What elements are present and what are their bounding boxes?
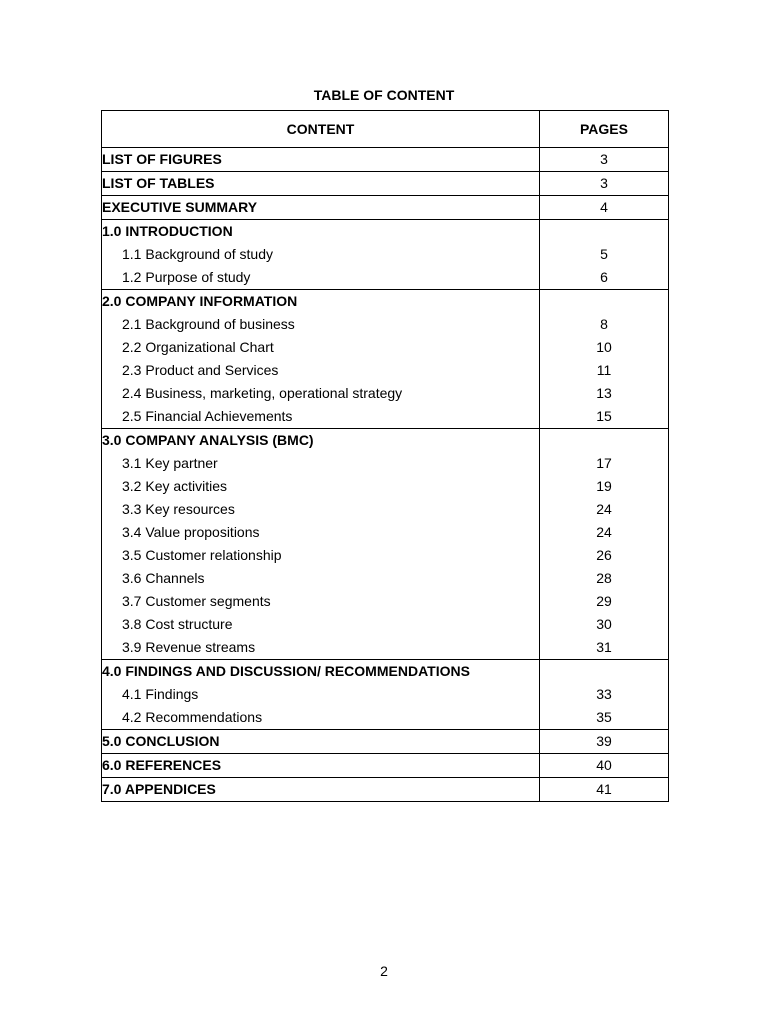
toc-subsection-label: 2.1 Background of business <box>122 316 295 332</box>
toc-section-title: EXECUTIVE SUMMARY <box>102 199 258 215</box>
toc-row <box>102 220 669 290</box>
toc-section-page <box>540 290 668 313</box>
toc-section-page <box>540 660 668 683</box>
toc-section-cell <box>102 196 540 220</box>
toc-page-cell <box>540 778 669 802</box>
toc-subsection-label: 4.2 Recommendations <box>122 709 263 725</box>
toc-section-cell <box>102 754 540 778</box>
toc-row <box>102 429 669 660</box>
toc-subsection-page: 11 <box>596 362 612 378</box>
toc-section-page: 39 <box>596 733 612 749</box>
page-number: 2 <box>380 963 388 979</box>
toc-page-cell <box>540 220 669 290</box>
toc-page-cell <box>540 660 669 730</box>
toc-section-cell <box>102 220 540 290</box>
toc-subsection-page: 17 <box>596 455 612 471</box>
toc-subsection-label: 1.2 Purpose of study <box>122 269 251 285</box>
toc-table <box>101 110 669 802</box>
toc-section-page: 3 <box>600 175 608 191</box>
toc-section-page <box>540 429 668 452</box>
toc-subsection-label: 3.8 Cost structure <box>122 616 233 632</box>
toc-page-cell <box>540 196 669 220</box>
toc-subsection-page: 33 <box>596 686 612 702</box>
toc-section-title: LIST OF FIGURES <box>102 151 222 167</box>
toc-section-page: 4 <box>600 199 608 215</box>
toc-section-title: 6.0 REFERENCES <box>102 757 222 773</box>
toc-subsection-label: 3.2 Key activities <box>122 478 228 494</box>
toc-body <box>102 148 669 802</box>
toc-page-cell <box>540 754 669 778</box>
toc-row <box>102 196 669 220</box>
toc-section-cell <box>102 778 540 802</box>
toc-section-title: 4.0 FINDINGS AND DISCUSSION/ RECOMMENDATIONS <box>102 663 470 679</box>
toc-row <box>102 730 669 754</box>
toc-subsection-page: 24 <box>596 501 612 517</box>
toc-section-page: 3 <box>600 151 608 167</box>
toc-section-page: 40 <box>596 757 612 773</box>
toc-subsection-label: 3.6 Channels <box>122 570 205 586</box>
toc-subsection-label: 4.1 Findings <box>122 686 199 702</box>
toc-subsection-page: 35 <box>596 709 612 725</box>
toc-subsection-label: 2.4 Business, marketing, operational strategy <box>122 385 403 401</box>
toc-subsection-page: 30 <box>596 616 612 632</box>
toc-page-cell <box>540 290 669 429</box>
toc-subsection-page: 13 <box>596 385 612 401</box>
toc-section-title: 5.0 CONCLUSION <box>102 733 220 749</box>
toc-section-cell <box>102 290 540 429</box>
toc-subsection-page: 6 <box>600 269 608 285</box>
toc-subsection-label: 1.1 Background of study <box>122 246 273 262</box>
toc-subsection-page: 10 <box>596 339 612 355</box>
toc-subsection-label: 3.3 Key resources <box>122 501 235 517</box>
toc-subsection-page: 26 <box>596 547 612 563</box>
toc-row <box>102 172 669 196</box>
toc-page-cell <box>540 429 669 660</box>
toc-section-title: 1.0 INTRODUCTION <box>102 223 233 239</box>
toc-subsection-page: 8 <box>600 316 608 332</box>
toc-subsection-page: 28 <box>596 570 612 586</box>
toc-page-cell <box>540 148 669 172</box>
toc-section-cell <box>102 429 540 660</box>
toc-subsection-page: 31 <box>596 639 612 655</box>
toc-page-cell <box>540 730 669 754</box>
toc-section-page <box>540 220 668 243</box>
pages-column-header: PAGES <box>540 111 669 148</box>
toc-subsection-label: 3.9 Revenue streams <box>122 639 256 655</box>
toc-subsection-label: 3.4 Value propositions <box>122 524 260 540</box>
toc-subsection-label: 2.3 Product and Services <box>122 362 279 378</box>
toc-subsection-page: 5 <box>600 246 608 262</box>
toc-section-cell <box>102 660 540 730</box>
toc-subsection-label: 3.7 Customer segments <box>122 593 271 609</box>
toc-subsection-page: 24 <box>596 524 612 540</box>
toc-subsection-page: 19 <box>596 478 612 494</box>
toc-subsection-label: 3.1 Key partner <box>122 455 218 471</box>
document-title: TABLE OF CONTENT <box>313 87 455 103</box>
toc-subsection-label: 2.5 Financial Achievements <box>122 408 293 424</box>
toc-section-cell <box>102 730 540 754</box>
content-column-header: CONTENT <box>102 111 540 148</box>
toc-section-title: LIST OF TABLES <box>102 175 215 191</box>
toc-section-title: 3.0 COMPANY ANALYSIS (BMC) <box>102 432 314 448</box>
toc-row <box>102 754 669 778</box>
toc-section-title: 7.0 APPENDICES <box>102 781 216 797</box>
toc-page-cell <box>540 172 669 196</box>
toc-row <box>102 660 669 730</box>
toc-section-title: 2.0 COMPANY INFORMATION <box>102 293 298 309</box>
toc-subsection-label: 2.2 Organizational Chart <box>122 339 274 355</box>
toc-section-cell <box>102 172 540 196</box>
toc-subsection-page: 15 <box>596 408 612 424</box>
toc-row <box>102 148 669 172</box>
toc-row <box>102 290 669 429</box>
toc-subsection-page: 29 <box>596 593 612 609</box>
toc-section-page: 41 <box>596 781 612 797</box>
toc-row <box>102 778 669 802</box>
toc-subsection-label: 3.5 Customer relationship <box>122 547 282 563</box>
toc-section-cell <box>102 148 540 172</box>
toc-header-row <box>102 111 669 148</box>
